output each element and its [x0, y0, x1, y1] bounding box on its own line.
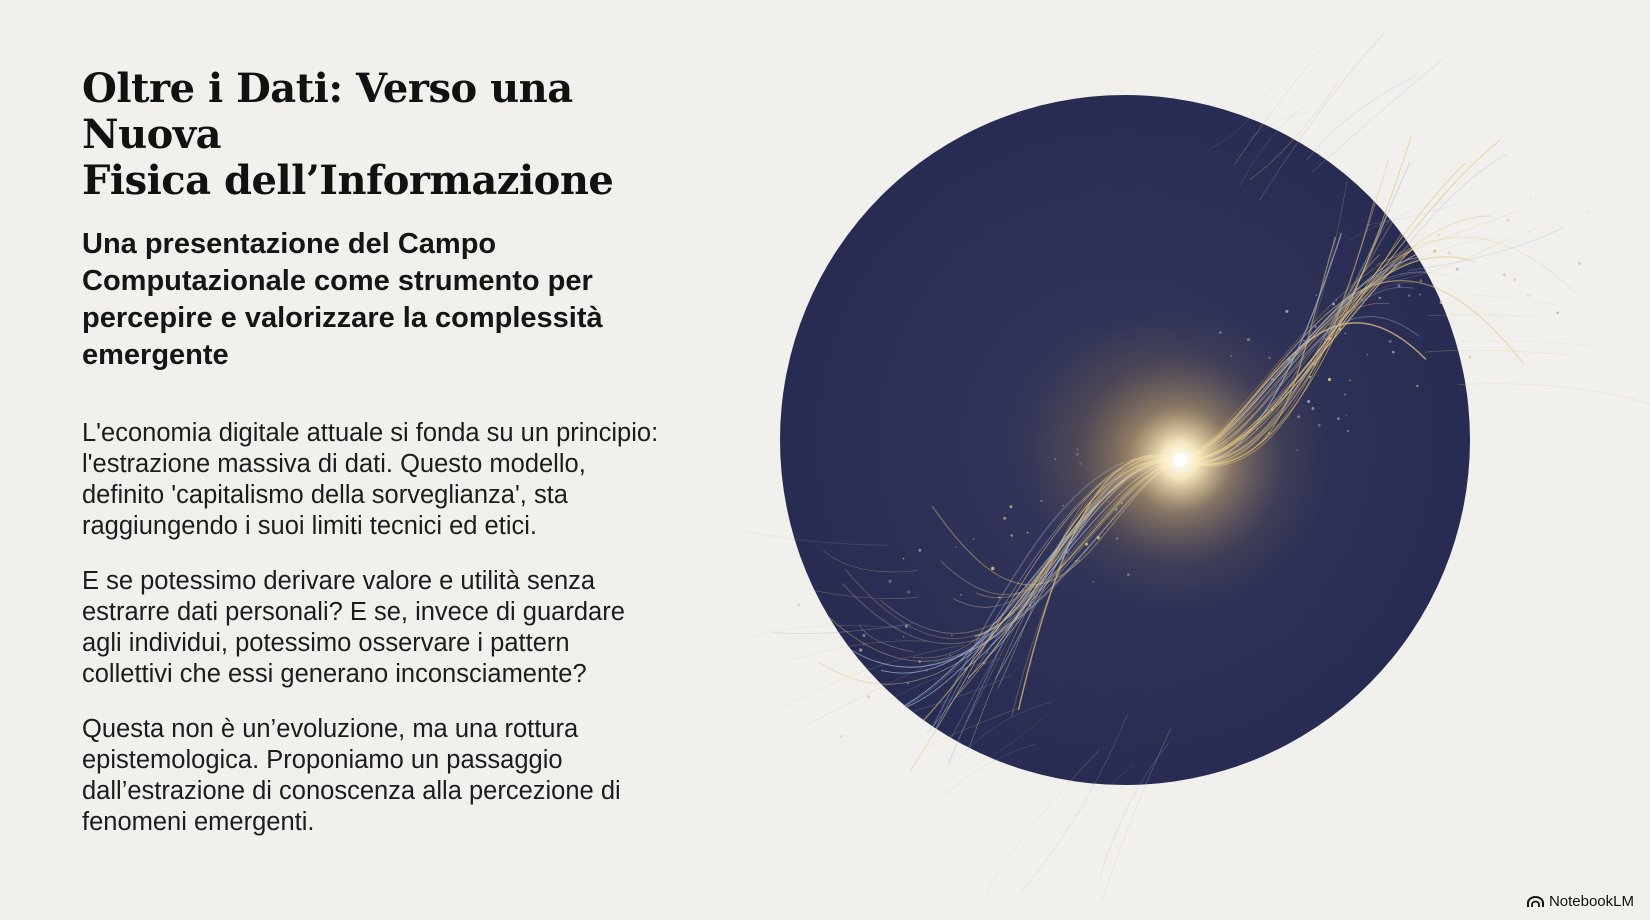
filament-strand: [1458, 294, 1558, 306]
sparkle-dot: [1538, 291, 1541, 294]
sparkle-dot: [1453, 326, 1456, 329]
text-column: [82, 66, 722, 838]
filament-strand: [1458, 384, 1650, 405]
slide-title-line-1: Oltre i Dati: Verso una Nuova: [82, 65, 573, 158]
sparkle-dot: [1313, 362, 1316, 365]
sparkle-dot: [951, 635, 952, 636]
sparkle-dot: [1467, 250, 1469, 252]
sparkle-dot: [819, 638, 820, 639]
sphere-illustration: [740, 20, 1650, 900]
filament-strand: [1460, 341, 1613, 349]
sparkle-dot: [903, 636, 905, 638]
sparkle-dot: [774, 609, 775, 610]
sparkle-dot: [955, 547, 957, 549]
filament-strand: [1307, 76, 1416, 160]
sparkle-dot: [888, 711, 891, 714]
sparkle-dot: [1398, 284, 1401, 287]
sparkle-dot: [1303, 340, 1304, 341]
central-light-point: [1173, 453, 1187, 467]
slide-subtitle: Una presentazione del Campo Computazionale come strumento per percepire e valorizzare la complessità emergente: [82, 228, 603, 371]
sparkle-dot: [1010, 505, 1013, 508]
sparkle-dot: [1472, 263, 1473, 264]
sparkle-dot: [1349, 380, 1350, 381]
sparkle-dot: [1314, 325, 1317, 328]
sparkle-dot: [1485, 258, 1487, 260]
sparkle-dot: [786, 707, 789, 710]
sparkle-dot: [1533, 225, 1536, 228]
sparkle-dot: [1328, 378, 1331, 381]
sparkle-dot: [1309, 376, 1311, 378]
sparkle-dot: [987, 652, 988, 653]
sparkle-dot: [991, 567, 994, 570]
sparkle-dot: [1285, 310, 1288, 313]
sparkle-dot: [918, 549, 921, 552]
sparkle-dot: [1003, 517, 1006, 520]
sparkle-dot: [1499, 253, 1501, 255]
sparkle-dot: [1332, 303, 1335, 306]
sparkle-dot: [1010, 534, 1013, 537]
sparkle-dot: [1419, 294, 1421, 296]
sparkle-dot: [1379, 297, 1381, 299]
sparkle-dot: [960, 594, 962, 596]
sparkle-dot: [863, 644, 864, 645]
slide-title: [82, 66, 722, 204]
sparkle-dot: [803, 729, 804, 730]
sparkle-dot: [1440, 301, 1443, 304]
sparkle-dot: [1389, 340, 1392, 343]
sparkle-dot: [867, 695, 870, 698]
sparkle-dot: [907, 591, 910, 594]
sparkle-dot: [1433, 250, 1436, 253]
sparkle-dot: [1347, 430, 1349, 432]
sparkle-dot: [1499, 233, 1500, 234]
sparkle-dot: [1556, 311, 1559, 314]
sparkle-dot: [1451, 300, 1453, 302]
sparkle-dot: [1344, 394, 1346, 396]
sparkle-dot: [1530, 196, 1532, 198]
sparkle-dot: [797, 604, 800, 607]
sparkle-dot: [1361, 298, 1364, 301]
filament-strand: [1408, 227, 1566, 271]
sparkle-dot: [1481, 263, 1484, 266]
sparkle-dot: [1538, 290, 1540, 292]
sparkle-dot: [1346, 414, 1347, 415]
filament-strand: [1473, 312, 1543, 341]
sparkle-dot: [1513, 278, 1516, 281]
sparkle-dot: [998, 596, 1000, 598]
sparkle-dot: [888, 580, 891, 583]
sparkle-dot: [1529, 231, 1530, 232]
sparkle-dot: [1316, 294, 1317, 295]
sparkle-dot: [814, 596, 816, 598]
notebooklm-brand: [1527, 893, 1634, 910]
body-paragraph-3: Questa non è un’evoluzione, ma una rottura epistemologica. Proponiamo un passaggio dall’estrazione di conoscenza alla percezione di fenomeni emergenti.: [82, 715, 621, 836]
sparkle-dot: [903, 558, 904, 559]
sparkle-dot: [1337, 417, 1340, 420]
sparkle-dot: [949, 655, 951, 657]
sparkle-dot: [1392, 351, 1395, 354]
sparkle-dot: [1348, 298, 1349, 299]
sparkle-dot: [1456, 268, 1459, 271]
sparkle-dot: [1431, 247, 1434, 250]
sparkle-dot: [1416, 385, 1419, 388]
sparkle-dot: [1496, 316, 1497, 317]
sparkle-dot: [1029, 604, 1031, 606]
sparkle-dot: [844, 710, 846, 712]
sparkle-dot: [1468, 356, 1471, 359]
body-paragraph-2: E se potessimo derivare valore e utilità senza estrarre dati personali? E se, invece di guardare agli individui, potessimo osservare i pattern collettivi che essi generano inconsciamente?: [82, 567, 625, 688]
sparkle-dot: [1578, 262, 1581, 265]
sparkle-dot: [905, 625, 908, 628]
sparkle-dot: [1448, 251, 1451, 254]
sparkle-dot: [1577, 303, 1578, 304]
sparkle-dot: [1408, 295, 1410, 297]
sparkle-dot: [1442, 236, 1444, 238]
slide-title-line-2: Fisica dell’Informazione: [82, 157, 614, 204]
body-paragraph-1: L'economia digitale attuale si fonda su un principio: l'estrazione massiva di dati. Questo modello, definito 'capitalismo della sorveglianza', sta raggiungendo i suoi limiti tecnici ed etici.: [82, 419, 659, 540]
sparkle-dot: [1419, 279, 1422, 282]
sparkle-dot: [1329, 337, 1332, 340]
sparkle-dot: [1588, 210, 1590, 212]
sparkle-dot: [1503, 273, 1506, 276]
sparkle-dot: [1027, 532, 1029, 534]
notebooklm-logo-icon: [1527, 896, 1544, 908]
sparkle-dot: [1367, 354, 1368, 355]
sparkle-dot: [1528, 266, 1531, 269]
sparkle-dot: [1567, 270, 1570, 273]
sparkle-dot: [1437, 234, 1440, 237]
sparkle-dot: [859, 712, 861, 714]
sparkle-dot: [862, 634, 865, 637]
sparkle-dot: [1473, 345, 1474, 346]
filament-strand: [1312, 60, 1442, 173]
sparkle-dot: [926, 669, 928, 671]
sparkle-dot: [973, 538, 975, 540]
sparkle-dot: [840, 735, 843, 738]
sparkle-dot: [1555, 196, 1558, 199]
sparkle-dot: [1345, 333, 1346, 334]
sparkle-dot: [1336, 299, 1338, 301]
sparkle-dot: [983, 662, 986, 665]
emergent-field-illustration: [740, 20, 1650, 900]
sparkle-dot: [1475, 372, 1477, 374]
sparkle-dot: [1506, 219, 1509, 222]
brand-label: NotebookLM: [1548, 893, 1634, 910]
sparkle-dot: [907, 682, 909, 684]
sparkle-dot: [1527, 294, 1530, 297]
sparkle-dot: [829, 689, 831, 691]
sparkle-dot: [1363, 269, 1365, 271]
sparkle-dot: [859, 648, 862, 651]
